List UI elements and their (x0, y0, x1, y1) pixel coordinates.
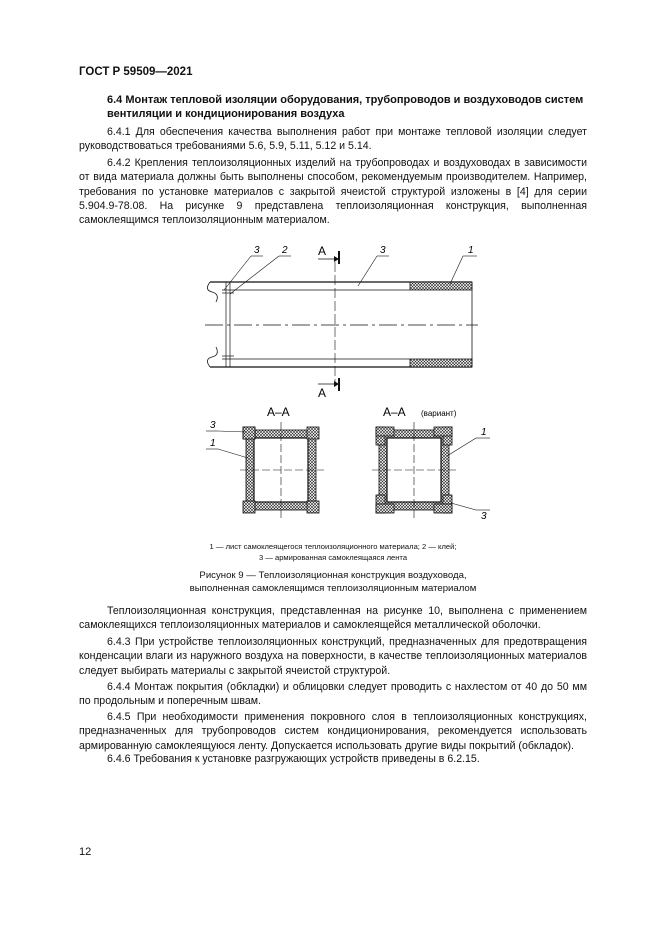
svg-text:3: 3 (380, 245, 386, 256)
paragraph-6-4-4: 6.4.4 Монтаж покрытия (обкладки) и облицовки следует проводить с нахлестом от 40 до 50 мм по продольным и поперечным швам. (79, 681, 587, 708)
figure-caption (79, 570, 587, 595)
svg-text:3: 3 (254, 245, 260, 256)
duct-side-view (205, 262, 478, 385)
svg-text:3: 3 (481, 511, 487, 522)
svg-text:А–А: А–А (267, 405, 290, 419)
legend-line-2: 3 — армированная самоклеящаяся лента (258, 553, 408, 562)
figure-9-drawing (0, 238, 661, 538)
svg-text:2: 2 (282, 245, 288, 256)
section-aa-variant (372, 405, 490, 522)
page-number: 12 (79, 846, 92, 858)
paragraph-6-4-1: 6.4.1 Для обеспечения качества выполнения работ при монтаже тепловой изоляции следует руководствоваться требованиями 5.6, 5.9, 5.11, 5.12 и 5.14. (79, 126, 587, 153)
caption-line-2: выполненная самоклеящимся теплоизоляционным материалом (189, 582, 477, 594)
section-title: 6.4 Монтаж тепловой изоляции оборудования, трубопроводов и воздуховодов систем вентиляции и кондиционирования воздуха (107, 94, 584, 120)
section-mark-top: A (318, 244, 327, 258)
figure-legend (79, 541, 587, 563)
legend-line-1: 1 — лист самоклеящегося теплоизоляционного материала; 2 — клей; (209, 542, 457, 551)
svg-text:3: 3 (210, 420, 216, 431)
paragraph-6-4-2: 6.4.2 Крепления теплоизоляционных изделий на трубопроводах и воздуховодах в зависимости от вида материала должны быть выполнены способом, рекомендуемым производителем. Например, требования по установке материалов с закрытой ячеистой структурой изложены в [4] для серии 5.904.9-78.08. На рисунке 9 представлена теплоизоляционная конструкция, выполненная самоклеящимся теплоизоляционным материалом. (79, 157, 587, 227)
svg-text:(вариант): (вариант) (421, 409, 457, 418)
document-code: ГОСТ Р 59509—2021 (79, 66, 193, 78)
paragraph-figure-10: Теплоизоляционная конструкция, представленная на рисунке 10, выполнена с применением самоклеящихся теплоизоляционных материалов и самоклеящейся металлической оболочки. (79, 605, 587, 632)
svg-text:1: 1 (481, 427, 487, 438)
paragraph-6-4-3: 6.4.3 При устройстве теплоизоляционных конструкций, предназначенных для предотвращения конденсации влаги из наружного воздуха на поверхности, в качестве теплоизоляционных материалов следует выбирать материалы с закрытой ячеистой структурой. (79, 636, 587, 677)
svg-text:1: 1 (210, 438, 216, 449)
svg-text:1: 1 (468, 245, 474, 256)
section-marks (318, 244, 339, 400)
svg-text:А–А: А–А (383, 405, 406, 419)
caption-line-1: Рисунок 9 — Теплоизоляционная конструкция воздуховода, (199, 570, 467, 581)
section-mark-bottom: A (318, 386, 327, 400)
paragraph-6-4-5: 6.4.5 При необходимости применения покровного слоя в теплоизоляционных конструкциях, предназначенных для трубопроводов систем кондиционирования, рекомендуется использовать армированную самоклеящуюся ленту. Допускается использовать другие виды покрытий (обкладок). (79, 711, 587, 752)
section-aa (206, 405, 324, 520)
paragraph-6-4-6: 6.4.6 Требования к установке разгружающих устройств приведены в 6.2.15. (107, 753, 480, 765)
